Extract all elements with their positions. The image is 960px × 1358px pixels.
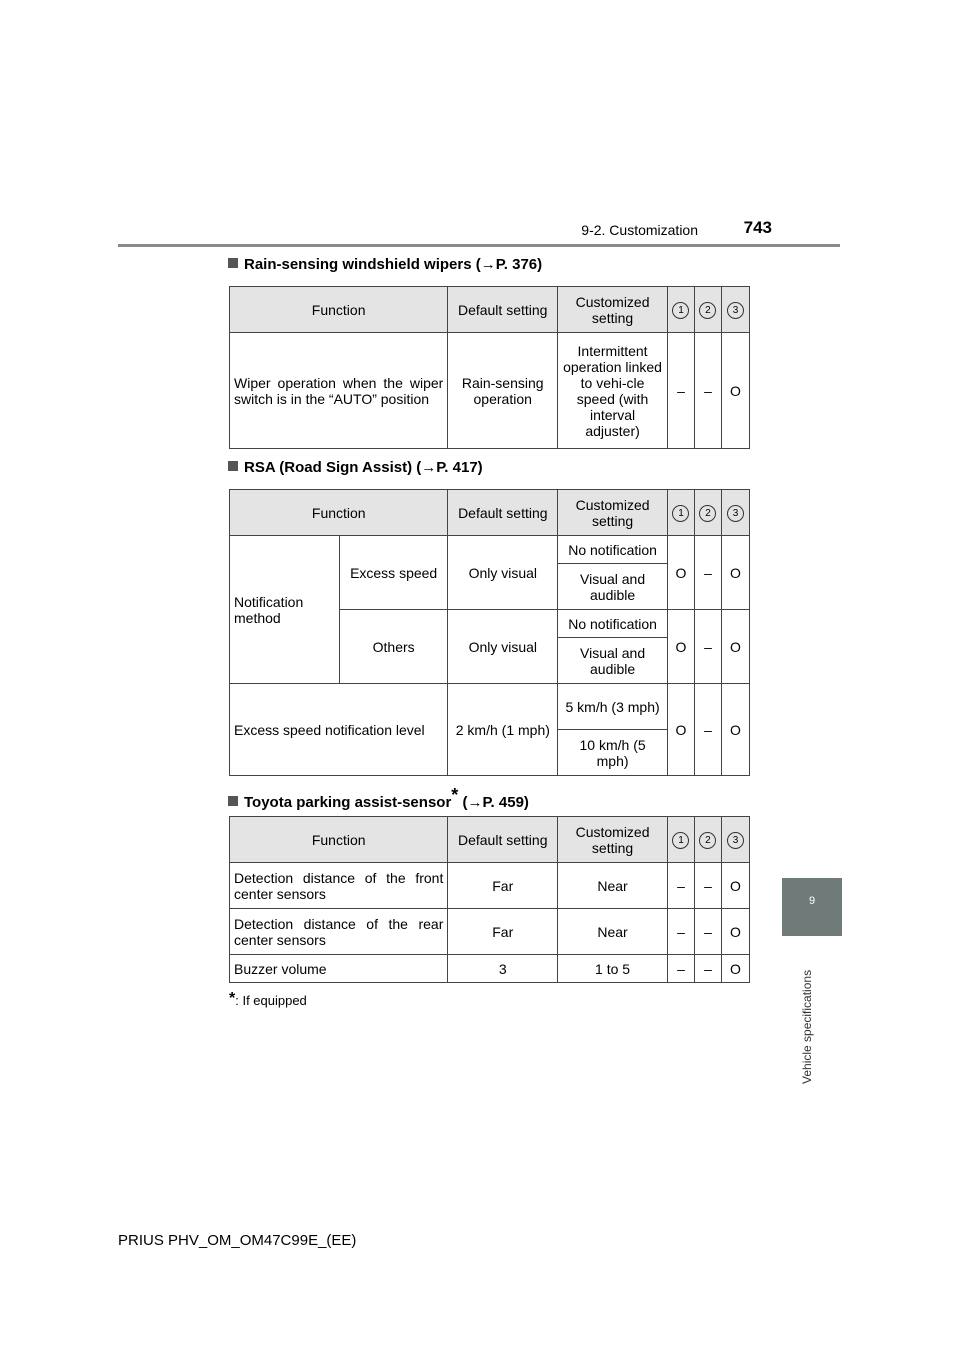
c3-cell: O — [721, 536, 749, 610]
default-cell: Far — [448, 863, 558, 909]
default-cell: Rain-sensing operation — [448, 333, 558, 449]
section-title-rsa — [228, 459, 483, 476]
customized-cell: Intermittent operation linked to vehi-cle speed (with interval adjuster) — [558, 333, 668, 449]
chapter-tab[interactable] — [782, 878, 842, 936]
col-2 — [694, 287, 721, 333]
col-2 — [694, 490, 721, 536]
table-row — [230, 333, 750, 449]
table-header-row — [230, 287, 750, 333]
circled-1-icon: 1 — [672, 505, 689, 522]
table-header-row — [230, 490, 750, 536]
col-1 — [668, 490, 695, 536]
circled-3-icon: 3 — [727, 302, 744, 319]
circled-3-icon: 3 — [727, 832, 744, 849]
equipped-asterisk: * — [451, 785, 459, 805]
table-header-row — [230, 817, 750, 863]
section-bullet-icon — [228, 796, 238, 806]
c2-cell: – — [694, 536, 721, 610]
col-default: Default setting — [448, 490, 558, 536]
section-bullet-icon — [228, 461, 238, 471]
col-customized: Customized setting — [558, 817, 668, 863]
c3-cell: O — [721, 909, 749, 955]
col-1 — [667, 287, 694, 333]
sub-function-cell: Others — [339, 610, 448, 684]
c1-cell: – — [667, 333, 694, 449]
circled-1-icon: 1 — [672, 302, 689, 319]
default-cell: Only visual — [448, 610, 558, 684]
circled-2-icon: 2 — [699, 302, 716, 319]
customized-cell: 5 km/h (3 mph) — [558, 684, 668, 730]
section-title-text: RSA (Road Sign Assist) (→P. 417) — [244, 459, 483, 476]
default-cell: 3 — [448, 955, 558, 983]
col-3 — [721, 490, 749, 536]
function-cell: Buzzer volume — [230, 955, 448, 983]
c1-cell: – — [667, 955, 694, 983]
table-row — [230, 955, 750, 983]
section-title-ref: (→P. 459) — [458, 794, 529, 811]
c2-cell: – — [694, 863, 721, 909]
c2-cell: – — [694, 610, 721, 684]
customized-cell: No notification — [558, 536, 668, 564]
customized-cell: 10 km/h (5 mph) — [558, 730, 668, 776]
customized-cell: Visual and audible — [558, 638, 668, 684]
function-cell: Detection distance of the rear center sensors — [230, 909, 448, 955]
c1-cell: – — [667, 863, 694, 909]
col-function: Function — [230, 490, 448, 536]
c3-cell: O — [721, 955, 749, 983]
c3-cell: O — [721, 863, 749, 909]
col-function: Function — [230, 817, 448, 863]
col-default: Default setting — [448, 287, 558, 333]
customized-cell: Near — [558, 909, 668, 955]
col-customized: Customized setting — [558, 490, 668, 536]
chapter-tab-number: 9 — [808, 895, 816, 907]
chapter-tab-label-wrap — [798, 942, 820, 1092]
c3-cell: O — [721, 333, 749, 449]
section-bullet-icon — [228, 258, 238, 268]
parking-table — [229, 816, 750, 983]
circled-3-icon: 3 — [727, 505, 744, 522]
col-function: Function — [230, 287, 448, 333]
col-1 — [667, 817, 694, 863]
customized-cell: No notification — [558, 610, 668, 638]
section-title-main: Toyota parking assist-sensor — [244, 794, 452, 811]
function-cell: Excess speed notification level — [230, 684, 448, 776]
circled-2-icon: 2 — [699, 505, 716, 522]
section-title-parking — [228, 785, 529, 811]
col-3 — [721, 817, 749, 863]
section-title-wipers — [228, 256, 542, 273]
page-number: 743 — [743, 218, 772, 237]
c2-cell: – — [694, 909, 721, 955]
c1-cell: O — [668, 536, 695, 610]
circled-1-icon: 1 — [672, 832, 689, 849]
table-row — [230, 909, 750, 955]
footnote — [229, 990, 307, 1008]
default-cell: Only visual — [448, 536, 558, 610]
col-2 — [694, 817, 721, 863]
footnote-text: : If equipped — [235, 993, 307, 1008]
wipers-table — [229, 286, 750, 449]
c2-cell: – — [694, 333, 721, 449]
c3-cell: O — [721, 610, 749, 684]
col-default: Default setting — [448, 817, 558, 863]
circled-2-icon: 2 — [699, 832, 716, 849]
section-title-text: Rain-sensing windshield wipers (→P. 376) — [244, 256, 543, 273]
table-row — [230, 863, 750, 909]
default-cell: Far — [448, 909, 558, 955]
function-group-cell: Notification method — [230, 536, 340, 684]
c2-cell: – — [694, 684, 721, 776]
chapter-tab-label: Vehicle specifications — [800, 969, 814, 1084]
function-cell: Wiper operation when the wiper switch is in the “AUTO” position — [230, 333, 448, 449]
customized-cell: Near — [558, 863, 668, 909]
rsa-table — [229, 489, 750, 776]
col-customized: Customized setting — [558, 287, 668, 333]
c3-cell: O — [721, 684, 749, 776]
c1-cell: – — [667, 909, 694, 955]
chapter-title: 9-2. Customization — [581, 222, 698, 238]
function-cell: Detection distance of the front center sensors — [230, 863, 448, 909]
sub-function-cell: Excess speed — [339, 536, 448, 610]
document-id: PRIUS PHV_OM_OM47C99E_(EE) — [118, 1232, 357, 1249]
c1-cell: O — [668, 610, 695, 684]
table-row — [230, 536, 750, 564]
page-header — [118, 216, 840, 244]
header-divider — [118, 244, 840, 247]
default-cell: 2 km/h (1 mph) — [448, 684, 558, 776]
footnote-asterisk: * — [229, 990, 236, 1007]
table-row — [230, 684, 750, 730]
c1-cell: O — [668, 684, 695, 776]
customized-cell: Visual and audible — [558, 564, 668, 610]
col-3 — [721, 287, 749, 333]
c2-cell: – — [694, 955, 721, 983]
customized-cell: 1 to 5 — [558, 955, 668, 983]
